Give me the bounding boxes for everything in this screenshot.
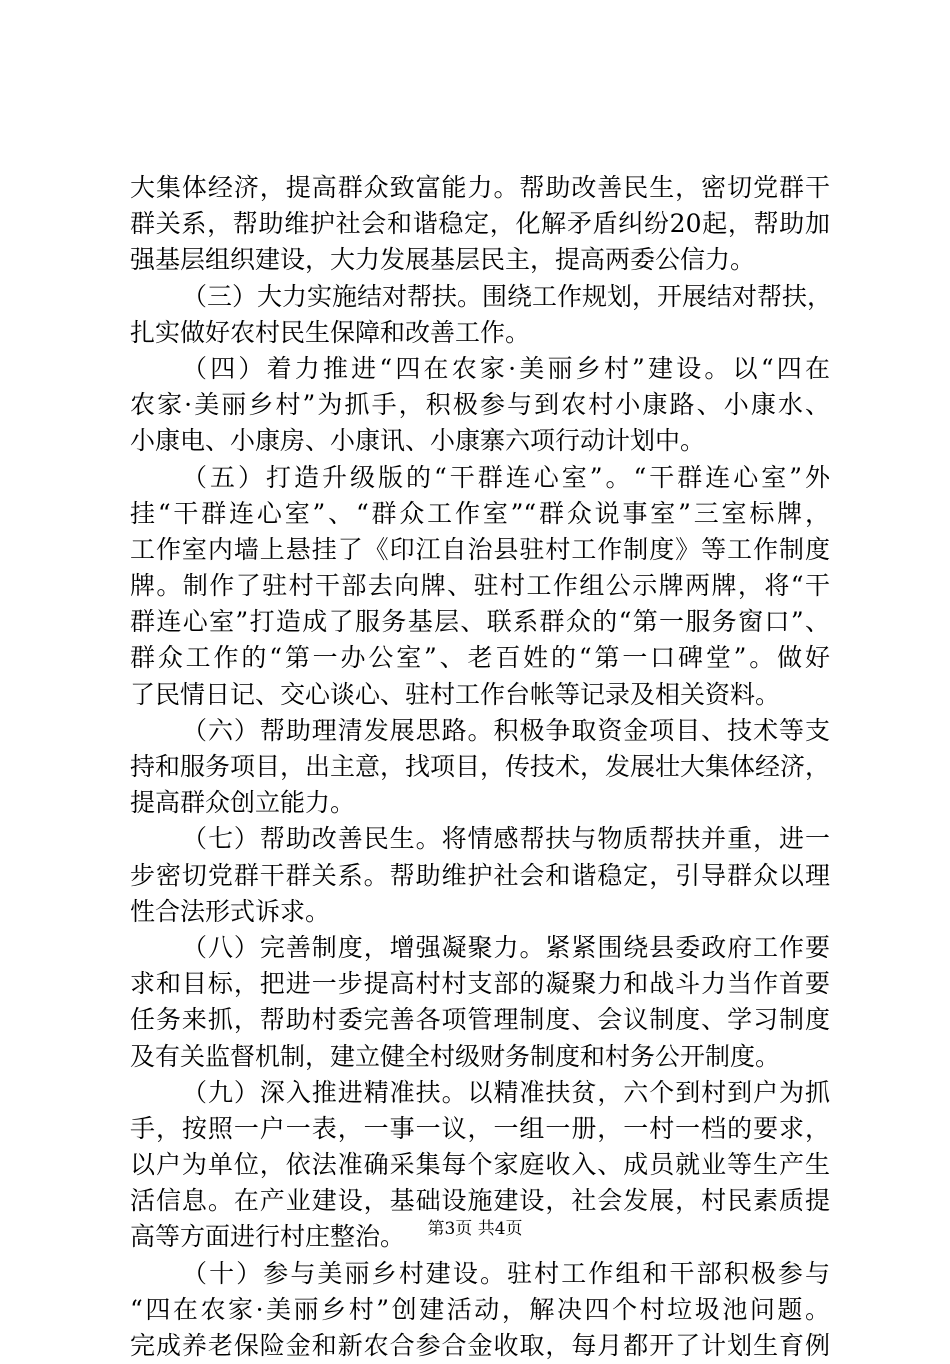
text-line: 提高群众创立能力。 — [130, 788, 356, 818]
text-line: 求和目标，把进一步提高村村支部的凝聚力和战斗力当作首要 — [130, 969, 830, 999]
text-line: 小康电、小康房、小康讯、小康寨六项行动计划中。 — [130, 426, 706, 456]
text-line: （五）打造升级版的“干群连心室”。“干群连心室”外 — [182, 462, 830, 492]
text-line: 持和服务项目，出主意，找项目，传技术，发展壮大集体经济， — [130, 752, 831, 781]
text-line: 牌。制作了驻村干部去向牌、驻村工作组公示牌两牌，将“干 — [130, 571, 830, 601]
text-line: 手，按照一户一表，一事一议，一组一册，一村一档的要求， — [130, 1113, 830, 1143]
text-line: 性合法形式诉求。 — [130, 896, 331, 926]
text-line: （四）着力推进“四在农家·美丽乡村”建设。以“四在 — [182, 353, 830, 383]
body-text — [130, 170, 833, 1364]
text-line: 农家·美丽乡村”为抓手，积极参与到农村小康路、小康水、 — [130, 390, 830, 420]
text-line: （十）参与美丽乡村建设。驻村工作组和干部积极参与 — [182, 1258, 830, 1288]
text-line: （六）帮助理清发展思路。积极争取资金项目、技术等支 — [182, 715, 830, 745]
text-line: 及有关监督机制，建立健全村级财务制度和村务公开制度。 — [130, 1041, 781, 1071]
text-line: 大集体经济，提高群众致富能力。帮助改善民生，密切党群干 — [130, 173, 830, 202]
text-line: 了民情日记、交心谈心、驻村工作台帐等记录及相关资料。 — [130, 679, 781, 709]
text-line: “四在农家·美丽乡村”创建活动，解决四个村垃圾池问题。 — [130, 1294, 830, 1324]
text-line: （七）帮助改善民生。将情感帮扶与物质帮扶并重，进一 — [182, 824, 830, 854]
text-line: 步密切党群干群关系。帮助维护社会和谐稳定，引导群众以理 — [130, 860, 830, 890]
text-line: 群连心室”打造成了服务基层、联系群众的“第一服务窗口”、 — [130, 607, 830, 637]
text-line: 强基层组织建设，大力发展基层民主，提高两委公信力。 — [130, 245, 756, 275]
text-line: 活信息。在产业建设，基础设施建设，社会发展，村民素质提 — [130, 1186, 830, 1216]
text-line: 群关系，帮助维护社会和谐稳定，化解矛盾纠纷20起，帮助加 — [130, 209, 830, 239]
text-line: （三）大力实施结对帮扶。围绕工作规划，开展结对帮扶， — [182, 281, 833, 311]
text-line: 高等方面进行村庄整治。 — [130, 1222, 406, 1252]
text-line: 挂“干群连心室”、“群众工作室”“群众说事室”三室标牌， — [130, 498, 830, 528]
text-line: （八）完善制度，增强凝聚力。紧紧围绕县委政府工作要 — [182, 932, 830, 962]
text-line: 扎实做好农村民生保障和改善工作。 — [130, 317, 531, 347]
text-line: 任务来抓，帮助村委完善各项管理制度、会议制度、学习制度 — [130, 1005, 830, 1035]
page-number-footer: 第3页 共4页 — [427, 1219, 523, 1239]
text-line: 工作室内墙上悬挂了《印江自治县驻村工作制度》等工作制度 — [130, 534, 830, 564]
text-line: 以户为单位，依法准确采集每个家庭收入、成员就业等生产生 — [130, 1150, 830, 1180]
text-line: 完成养老保险金和新农合参合金收取，每月都开了计划生育例 — [130, 1331, 830, 1360]
text-line: 群众工作的“第一办公室”、老百姓的“第一口碑堂”。做好 — [130, 643, 830, 673]
text-line: （九）深入推进精准扶。以精准扶贫，六个到村到户为抓 — [182, 1077, 830, 1107]
